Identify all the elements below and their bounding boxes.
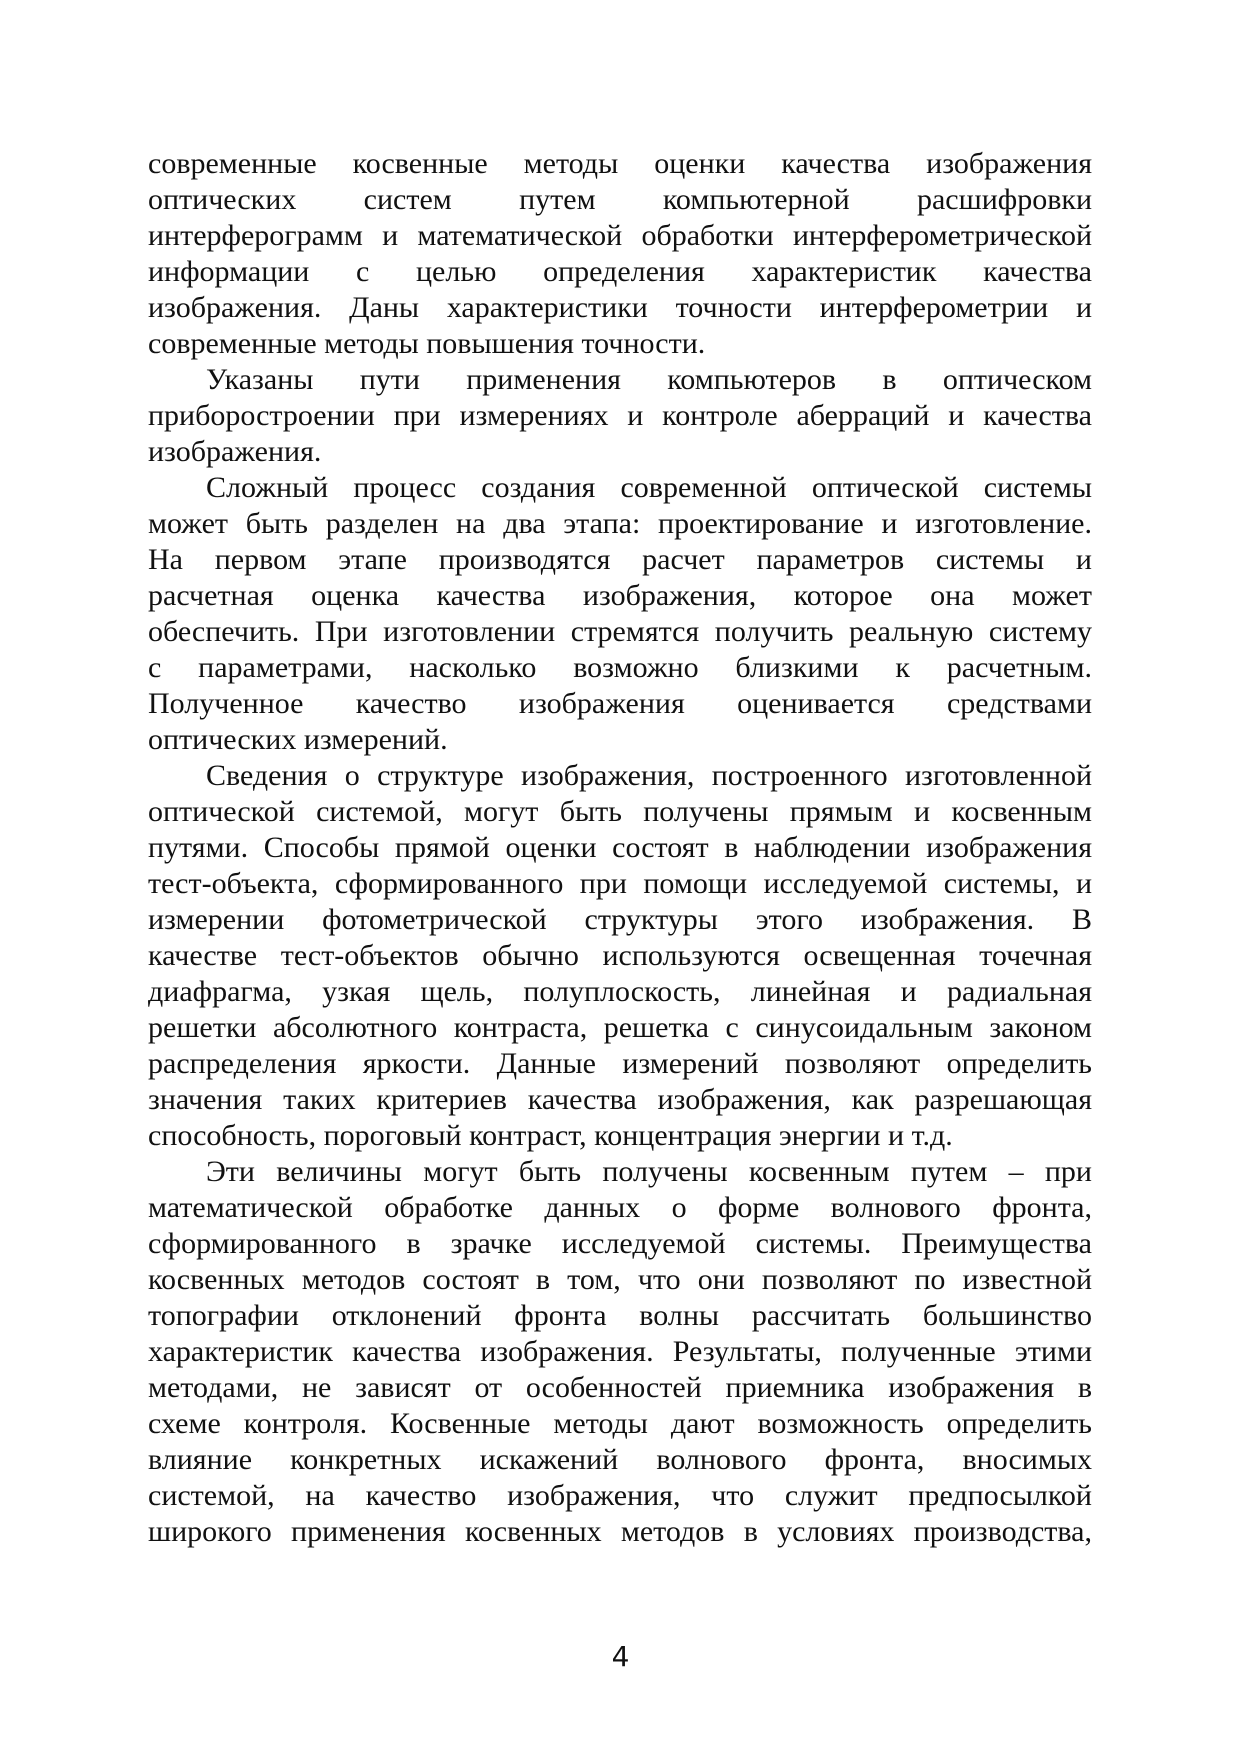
text-line: обеспечить. При изготовлении стремятся получить реальную систему	[148, 615, 1092, 648]
page-number: 4	[611, 1640, 630, 1673]
text-line: методами, не зависят от особенностей приемника изображения в	[148, 1371, 1092, 1404]
text-line: оптической системой, могут быть получены прямым и косвенным	[148, 795, 1092, 828]
text-line: измерении фотометрической структуры этого изображения. В	[148, 903, 1092, 936]
body-text	[148, 146, 1092, 1550]
text-line: интерферограмм и математической обработки интерферометрической	[148, 219, 1092, 252]
text-line: математической обработке данных о форме волнового фронта,	[148, 1191, 1092, 1224]
text-line: Сложный процесс создания современной оптической системы	[206, 471, 1092, 504]
text-line: может быть разделен на два этапа: проектирование и изготовление.	[148, 507, 1092, 540]
paragraph	[148, 146, 1092, 362]
text-line: значения таких критериев качества изображения, как разрешающая	[148, 1083, 1092, 1116]
text-line: решетки абсолютного контраста, решетка с синусоидальным законом	[148, 1011, 1092, 1044]
text-line: способность, пороговый контраст, концентрация энергии и т.д.	[148, 1119, 953, 1152]
text-line: информации с целью определения характеристик качества	[148, 255, 1092, 288]
text-line: расчетная оценка качества изображения, которое она может	[148, 579, 1092, 612]
text-line: диафрагма, узкая щель, полуплоскость, линейная и радиальная	[148, 975, 1092, 1008]
text-line: системой, на качество изображения, что служит предпосылкой	[148, 1479, 1092, 1512]
text-line: влияние конкретных искажений волнового фронта, вносимых	[148, 1443, 1092, 1476]
text-line: сформированного в зрачке исследуемой системы. Преимущества	[148, 1227, 1092, 1260]
text-line: топографии отклонений фронта волны рассчитать большинство	[148, 1299, 1092, 1332]
text-line: с параметрами, насколько возможно близкими к расчетным.	[148, 651, 1092, 684]
text-line: путями. Способы прямой оценки состоят в наблюдении изображения	[148, 831, 1092, 864]
paragraph	[148, 1154, 1092, 1550]
paragraph	[148, 758, 1092, 1154]
text-line: изображения. Даны характеристики точности интерферометрии и	[148, 291, 1092, 324]
text-line: Сведения о структуре изображения, построенного изготовленной	[206, 759, 1092, 792]
text-line: оптических измерений.	[148, 723, 448, 756]
text-line: Полученное качество изображения оценивается средствами	[148, 687, 1092, 720]
paragraph	[148, 470, 1092, 758]
text-line: изображения.	[148, 435, 322, 468]
text-line: схеме контроля. Косвенные методы дают возможность определить	[148, 1407, 1092, 1440]
text-line: оптических систем путем компьютерной расшифровки	[148, 183, 1092, 216]
text-line: современные косвенные методы оценки качества изображения	[148, 147, 1092, 180]
text-line: Указаны пути применения компьютеров в оптическом	[206, 363, 1092, 396]
text-line: На первом этапе производятся расчет параметров системы и	[148, 543, 1092, 576]
text-line: современные методы повышения точности.	[148, 327, 706, 360]
text-line: Эти величины могут быть получены косвенным путем – при	[206, 1155, 1092, 1188]
paragraph	[148, 362, 1092, 470]
text-line: широкого применения косвенных методов в условиях производства,	[148, 1515, 1092, 1548]
text-line: косвенных методов состоят в том, что они позволяют по известной	[148, 1263, 1092, 1296]
text-line: приборостроении при измерениях и контроле аберраций и качества	[148, 399, 1092, 432]
text-line: распределения яркости. Данные измерений позволяют определить	[148, 1047, 1092, 1080]
text-line: качестве тест-объектов обычно используются освещенная точечная	[148, 939, 1092, 972]
text-line: характеристик качества изображения. Результаты, полученные этими	[148, 1335, 1092, 1368]
text-line: тест-объекта, сформированного при помощи исследуемой системы, и	[148, 867, 1092, 900]
